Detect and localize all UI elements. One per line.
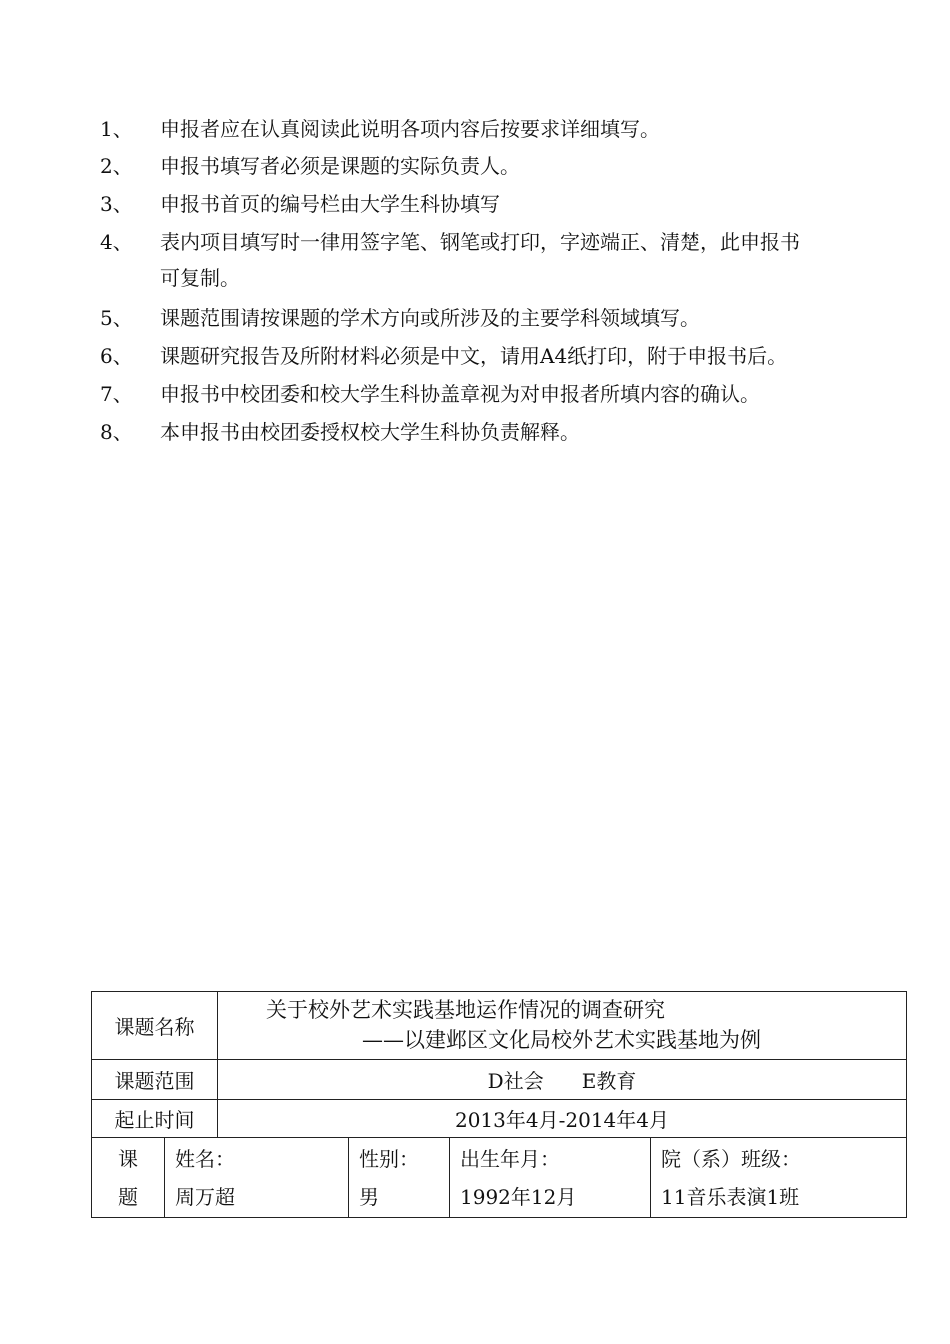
period-value: 2013年4月-2014年4月 (218, 1100, 907, 1138)
gender-value: 男 (359, 1184, 379, 1209)
instruction-text: 本申报书由校团委授权校大学生科协负责解释。 (160, 420, 580, 444)
name-label: 姓名： (175, 1146, 235, 1171)
topic-title-line2: ——以建邺区文化局校外艺术实践基地为例 (362, 1028, 761, 1052)
gender-cell (349, 1138, 450, 1218)
department-cell (651, 1138, 907, 1218)
topic-title-line1: 关于校外艺术实践基地运作情况的调查研究 (266, 998, 665, 1022)
instruction-number: 1、 (100, 117, 133, 141)
instruction-number: 7、 (100, 382, 133, 406)
instruction-text: 申报书填写者必须是课题的实际负责人。 (160, 154, 520, 178)
topic-scope-label: 课题范围 (92, 1060, 218, 1100)
side-label-char-1: 课 (118, 1146, 138, 1171)
instruction-number: 3、 (100, 192, 133, 216)
topic-scope-value (218, 1060, 907, 1100)
instruction-text: 申报书中校团委和校大学生科协盖章视为对申报者所填内容的确认。 (160, 382, 760, 406)
instruction-text: 课题研究报告及所附材料必须是中文，请用A4纸打印，附于申报书后。 (160, 344, 788, 368)
instruction-text: 申报书首页的编号栏由大学生科协填写 (160, 192, 500, 216)
topic-scope-option-1: D社会 (487, 1069, 544, 1093)
side-label-char-2: 题 (118, 1184, 138, 1209)
department-value: 11音乐表演1班 (661, 1184, 800, 1209)
application-form-table (91, 991, 907, 1218)
topic-scope-option-2: E教育 (581, 1069, 637, 1093)
instruction-text: 申报者应在认真阅读此说明各项内容后按要求详细填写。 (160, 117, 660, 141)
instruction-number: 8、 (100, 420, 133, 444)
birth-label: 出生年月： (460, 1146, 560, 1171)
instruction-number: 2、 (100, 154, 133, 178)
instruction-number: 6、 (100, 344, 133, 368)
period-label: 起止时间 (92, 1100, 218, 1138)
topic-name-value (218, 992, 907, 1060)
department-label: 院（系）班级： (661, 1146, 801, 1171)
side-label (92, 1138, 165, 1218)
instruction-number: 4、 (100, 230, 133, 254)
instruction-number: 5、 (100, 306, 133, 330)
instruction-text: 课题范围请按课题的学术方向或所涉及的主要学科领域填写。 (160, 306, 700, 330)
birth-cell (450, 1138, 651, 1218)
instruction-text-continued: 可复制。 (160, 266, 240, 290)
instruction-text: 表内项目填写时一律用签字笔、钢笔或打印，字迹端正、清楚，此申报书 (160, 230, 800, 254)
birth-value: 1992年12月 (460, 1184, 577, 1209)
gender-label: 性别： (359, 1146, 419, 1171)
name-cell (165, 1138, 349, 1218)
name-value: 周万超 (175, 1184, 235, 1209)
topic-name-label: 课题名称 (92, 992, 218, 1060)
